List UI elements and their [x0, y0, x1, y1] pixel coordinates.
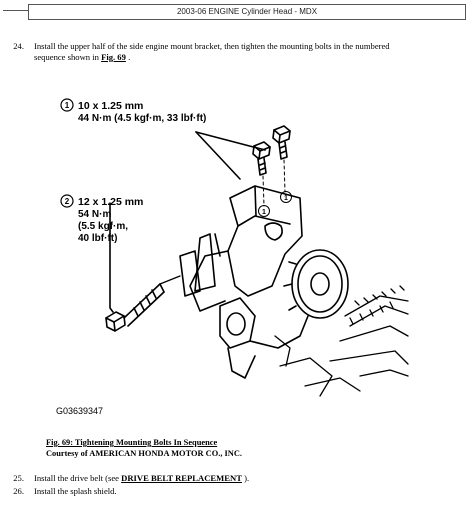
step-number: 26.	[13, 486, 24, 496]
step-text-after: ).	[244, 473, 250, 483]
leader-line-1b	[196, 132, 240, 179]
caption-credit: Courtesy of AMERICAN HONDA MOTOR CO., INC.	[46, 449, 242, 458]
figure-caption	[46, 437, 242, 459]
step-text: Install the upper half of the side engine mount bracket, then tighten the mounting bolts in the numbered	[34, 41, 390, 51]
bolt-tag-1a: 1	[262, 209, 266, 216]
mount-bracket	[180, 186, 302, 311]
step-number: 25.	[13, 473, 24, 483]
callout-2-torque-3: 40 lbf·ft)	[78, 233, 118, 244]
step-text-line2: sequence shown in	[34, 52, 99, 62]
bolt-upper-left	[253, 142, 270, 175]
drive-belt-replacement-link[interactable]: DRIVE BELT REPLACEMENT	[121, 473, 242, 483]
callout-2-size: 12 x 1.25 mm	[78, 196, 144, 208]
step-text: Install the splash shield.	[34, 486, 117, 496]
step-number: 24.	[13, 41, 24, 51]
callout-1-size: 10 x 1.25 mm	[78, 100, 144, 112]
callout-2-torque-1: 54 N·m	[78, 209, 112, 220]
fig-69-link[interactable]: Fig. 69	[101, 52, 126, 62]
figure-code: G03639347	[56, 406, 104, 416]
step-text: Install the drive belt (see	[34, 473, 119, 483]
step-text-after: .	[128, 52, 131, 62]
lower-bracket	[220, 298, 308, 378]
callout-1-number: 1	[64, 101, 70, 110]
bolt-upper-right	[273, 126, 290, 159]
page-header: 2003-06 ENGINE Cylinder Head - MDX	[28, 4, 466, 20]
bolt-tag-1b: 1	[284, 195, 288, 202]
header-rule	[3, 10, 28, 11]
bolt-long	[106, 284, 164, 331]
pulley	[284, 250, 348, 318]
caption-title: Fig. 69: Tightening Mounting Bolts In Sequence	[46, 438, 218, 447]
step-text-line	[34, 473, 249, 484]
engine-block	[160, 276, 408, 396]
callout-1-torque: 44 N·m (4.5 kgf·m, 33 lbf·ft)	[78, 113, 207, 124]
step-24-line2	[34, 52, 434, 63]
callout-2-torque-2: (5.5 kgf·m,	[78, 221, 129, 232]
engine-mount-diagram	[50, 86, 410, 426]
callout-2-number: 2	[64, 197, 70, 206]
